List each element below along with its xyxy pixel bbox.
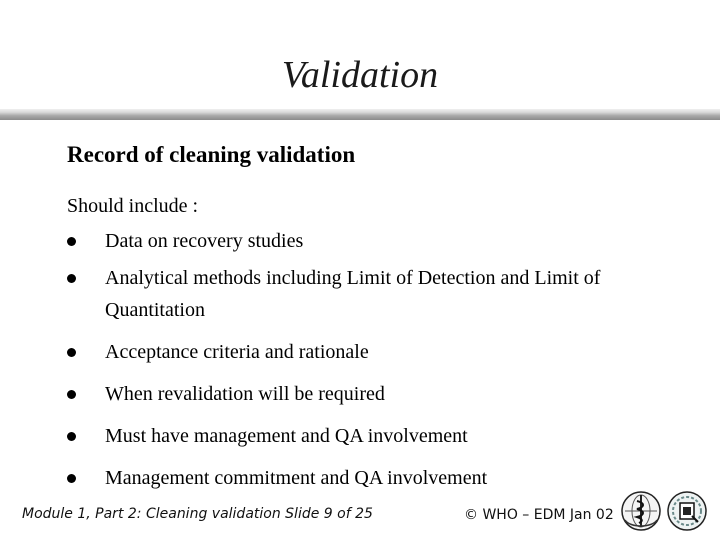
list-item-text: When revalidation will be required [105, 383, 385, 405]
footer-copyright: © WHO – EDM Jan 02 [464, 507, 614, 523]
who-emblem-icon [620, 490, 662, 532]
list-item-text: Must have management and QA involvement [105, 425, 468, 447]
list-item-text: Analytical methods including Limit of Detection and Limit of Quantitation [105, 267, 601, 321]
footer-module-info: Module 1, Part 2: Cleaning validation Slide 9 of 25 [22, 506, 373, 522]
bullet-dot-icon [67, 348, 76, 357]
bullet-dot-icon [67, 432, 76, 441]
list-item-text: Acceptance criteria and rationale [105, 341, 369, 363]
section-heading: Record of cleaning validation [67, 142, 356, 167]
bullet-dot-icon [67, 237, 76, 246]
list-item-text: Data on recovery studies [105, 230, 304, 252]
page-title: Validation [281, 54, 439, 96]
bullet-dot-icon [67, 390, 76, 399]
bullet-dot-icon [67, 474, 76, 483]
list-item-text: Management commitment and QA involvement [105, 467, 488, 489]
intro-text: Should include : [67, 195, 199, 217]
bullet-dot-icon [67, 274, 76, 283]
title-divider [0, 109, 720, 120]
edm-emblem-icon [666, 490, 708, 532]
